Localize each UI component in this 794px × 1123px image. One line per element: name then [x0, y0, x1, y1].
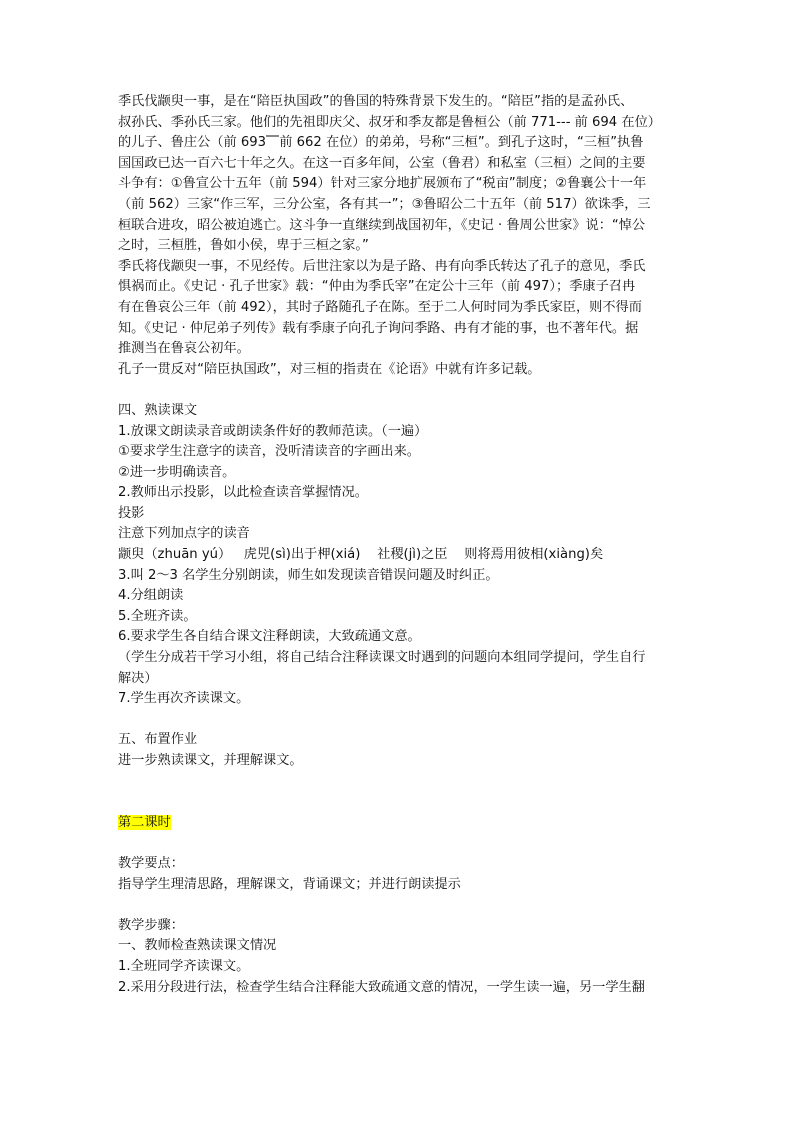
blank-line	[118, 710, 680, 731]
text-line: 知。《史记 · 仲尼弟子列传》载有季康子向孔子询问季路、冉有才能的事，也不著年代。据	[118, 320, 639, 336]
text-line: 1.全班同学齐读课文。	[118, 958, 250, 974]
text-line: 解决）	[118, 670, 158, 686]
text-line: 推测当在鲁哀公初年。	[118, 341, 250, 357]
text-line: 6.要求学生各自结合课文注释朗读，大致疏通文意。	[118, 629, 421, 645]
paragraph-background-3	[118, 360, 680, 381]
text-line: ①要求学生注意字的读音，没听清读音的字画出来。	[118, 444, 420, 460]
text-line: 孔子一贯反对“陪臣执国政”，对三桓的指责在《论语》中就有许多记载。	[118, 361, 541, 377]
section-heading: 四、熟读课文	[118, 402, 198, 418]
second-lesson-title-line	[118, 813, 680, 834]
document-page	[118, 92, 680, 998]
text-line: 有在鲁哀公三年（前 492），其时子路随孔子在陈。至于二人何时同为季氏家臣，则不得而	[118, 299, 642, 315]
text-line: 投影	[118, 505, 145, 521]
text-line: （学生分成若干学习小组，将自己结合注释读课文时遇到的问题向本组同学提问，学生自行	[118, 650, 646, 666]
blank-line	[118, 792, 680, 813]
section-heading: 五、布置作业	[118, 732, 198, 748]
text-line: 斗争有：①鲁宣公十五年（前 594）针对三家分地扩展颁布了“税亩”制度；②鲁襄公十一年	[118, 176, 647, 192]
text-line: （前 562）三家“作三军，三分公室，各有其一”；③鲁昭公二十五年（前 517）欲诛季，三	[118, 196, 651, 212]
text-line: 指导学生理清思路，理解课文，背诵课文；并进行朗读提示	[118, 876, 461, 892]
text-line: 进一步熟读课文，并理解课文。	[118, 753, 303, 768]
blank-line	[118, 380, 680, 401]
pronunciation-line: 颛臾（zhuān yú） 虎兕(sì)出于柙(xiá) 社稷(jì)之臣 则将焉用彼相(xiàng)矣	[118, 547, 604, 563]
text-line: 5.全班齐读。	[118, 608, 197, 624]
text-line: 7.学生再次齐读课文。	[118, 691, 250, 707]
text-line: 2.教师出示投影，以此检查读音掌握情况。	[118, 485, 368, 501]
text-line: 季氏伐颛臾一事，是在“陪臣执国政”的鲁国的特殊背景下发生的。“陪臣”指的是孟孙氏、	[118, 94, 634, 109]
text-line: 注意下列加点字的读音	[118, 526, 250, 542]
paragraph-background-1	[118, 92, 680, 257]
text-line: 的儿子、鲁庄公（前 693⎺前 662 在位）的弟弟，号称“三桓”。到孔子这时，“三桓”执鲁	[118, 135, 644, 151]
text-line: 2.采用分段进行法，检查学生结合注释能大致疏通文意的情况，一学生读一遍，另一学生翻	[118, 979, 645, 995]
text-line: 季氏将伐颛臾一事，不见经传。后世注家以为是子路、冉有向季氏转达了孔子的意见，季氏	[118, 258, 646, 274]
blank-line	[118, 772, 680, 793]
paragraph-background-2	[118, 257, 680, 360]
text-line: 4.分组朗读	[118, 588, 184, 604]
text-line: 之时，三桓胜，鲁如小侯，卑于三桓之家。”	[118, 238, 369, 254]
blank-line	[118, 833, 680, 854]
text-line: 叔孙氏、季孙氏三家。他们的先祖即庆父、叔牙和季友都是鲁桓公（前 771--- 前 694 在位）	[118, 114, 661, 130]
text-line: 国国政已达一百六七十年之久。在这一百多年间，公室（鲁君）和私室（三桓）之间的主要	[118, 155, 646, 171]
section-homework	[118, 730, 680, 771]
section-teaching-steps	[118, 916, 680, 998]
text-line: ②进一步明确读音。	[118, 464, 236, 480]
section-key-points	[118, 854, 680, 895]
blank-line	[118, 895, 680, 916]
section-read-text	[118, 401, 680, 710]
text-line: 惧祸而止。《史记 · 孔子世家》载：“仲由为季氏宰”在定公十三年（前 497）；季康子召冉	[118, 279, 636, 295]
text-line: 1.放课文朗读录音或朗读条件好的教师范读。（一遍）	[118, 423, 428, 439]
second-lesson-title: 第二课时	[118, 814, 171, 830]
text-line: 一、教师检查熟读课文情况	[118, 938, 277, 954]
section-heading: 教学步骤：	[118, 917, 184, 933]
section-heading: 教学要点：	[118, 855, 184, 871]
text-line: 桓联合进攻，昭公被迫逃亡。这斗争一直继续到战国初年，《史记 · 鲁周公世家》说：“悼公	[118, 217, 646, 233]
text-line: 3.叫 2～3 名学生分别朗读，师生如发现读音错误问题及时纠正。	[118, 567, 499, 583]
